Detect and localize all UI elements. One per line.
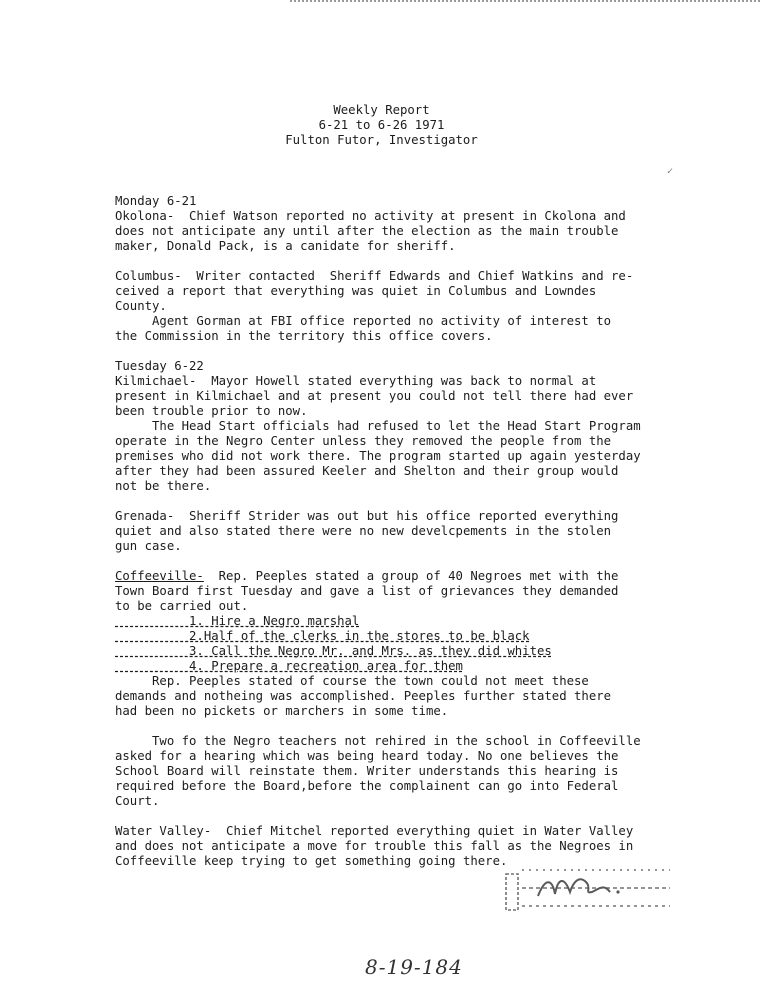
day-heading-tuesday: Tuesday 6-22 — [115, 359, 204, 373]
initials-stamp — [500, 848, 680, 918]
grenada-line-1: Grenada- Sheriff Strider was out but his office reported everything — [115, 509, 619, 523]
teachers-line-2: asked for a hearing which was being heard today. No one believes the — [115, 749, 619, 763]
teachers-line-3: School Board will reinstate them. Writer understands this hearing is — [115, 764, 619, 778]
water-valley-line-2: and does not anticipate a move for trouble this fall as the Negroes in — [115, 839, 634, 853]
grievance-item-4: 4. Prepare a recreation area for them — [115, 659, 463, 673]
coffeeville-line-1 — [115, 569, 618, 584]
okolona-line-3: maker, Donald Pack, is a canidate for sheriff. — [115, 239, 456, 253]
coffeeville-heading: Coffeeville- — [115, 569, 204, 583]
headstart-line-1: The Head Start officials had refused to let the Head Start Program — [115, 419, 641, 433]
grievance-item-3: 3. Call the Negro Mr. and Mrs. as they did whites — [115, 644, 552, 658]
kilmichael-line-1: Kilmichael- Mayor Howell stated everything was back to normal at — [115, 374, 597, 388]
report-dates: 6-21 to 6-26 1971 — [318, 118, 445, 133]
fbi-line-2: the Commission in the territory this office covers. — [115, 329, 493, 343]
fbi-line-1: Agent Gorman at FBI office reported no activity of interest to — [115, 314, 612, 328]
water-valley-line-1: Water Valley- Chief Mitchel reported everything quiet in Water Valley — [115, 824, 634, 838]
columbus-line-2: ceived a report that everything was quiet in Columbus and Lowndes — [115, 284, 597, 298]
report-author: Fulton Futor, Investigator — [285, 133, 478, 148]
columbus-line-3: County. — [115, 299, 167, 313]
scan-mark: ✓ — [667, 166, 674, 177]
report-title: Weekly Report — [333, 103, 430, 117]
headstart-line-2: operate in the Negro Center unless they removed the people from the — [115, 434, 612, 448]
grievance-item-1: 1. Hire a Negro marshal — [115, 614, 360, 628]
headstart-line-5: not be there. — [115, 479, 212, 493]
water-valley-line-3: Coffeeville keep trying to get something going there. — [115, 854, 508, 868]
grievance-item-2: 2.Half of the clerks in the stores to be black — [115, 629, 530, 643]
scan-edge-dots — [290, 0, 760, 5]
teachers-line-5: Court. — [115, 794, 160, 808]
peeples-line-2: demands and notheing was accomplished. Peeples further stated there — [115, 689, 612, 703]
teachers-line-1: Two fo the Negro teachers not rehired in the school in Coffeeville — [115, 734, 641, 748]
columbus-line-1: Columbus- Writer contacted Sheriff Edwards and Chief Watkins and re- — [115, 269, 634, 283]
kilmichael-line-2: present in Kilmichael and at present you could not tell there had ever — [115, 389, 634, 403]
report-header — [0, 103, 763, 149]
page-number: 8-19-184 — [365, 955, 463, 979]
coffeeville-line-2: Town Board first Tuesday and gave a list of grievances they demanded — [115, 584, 619, 598]
peeples-line-3: had been no pickets or marchers in some time. — [115, 704, 449, 718]
okolona-line-2: does not anticipate any until after the election as the main trouble — [115, 224, 619, 238]
grenada-line-2: quiet and also stated there were no new develcpements in the stolen — [115, 524, 612, 538]
grenada-line-3: gun case. — [115, 539, 182, 553]
teachers-line-4: required before the Board,before the complainent can go into Federal — [115, 779, 619, 793]
kilmichael-line-3: been trouble prior to now. — [115, 404, 308, 418]
headstart-line-4: after they had been assured Keeler and Shelton and their group would — [115, 464, 619, 478]
coffeeville-line-3: to be carried out. — [115, 599, 249, 613]
coffeeville-line-1-text: Rep. Peeples stated a group of 40 Negroes met with the — [203, 569, 619, 583]
okolona-line-1: Okolona- Chief Watson reported no activity at present in Ckolona and — [115, 209, 626, 223]
peeples-line-1: Rep. Peeples stated of course the town could not meet these — [115, 674, 589, 688]
headstart-line-3: premises who did not work there. The program started up again yesterday — [115, 449, 641, 463]
day-heading-monday: Monday 6-21 — [115, 194, 197, 208]
